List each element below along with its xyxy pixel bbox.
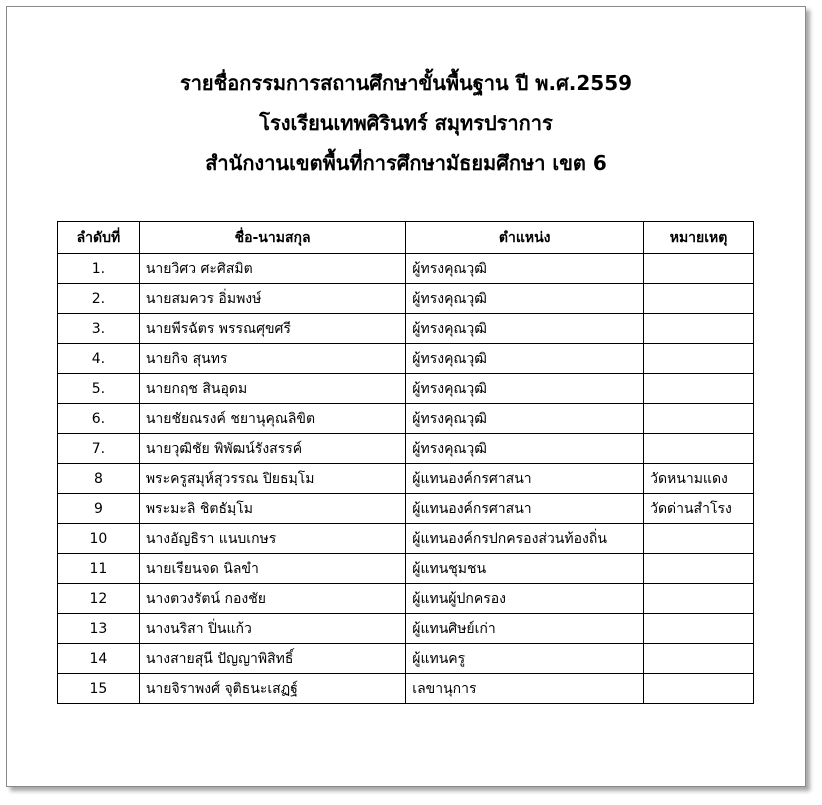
row-name: พระมะลิ ชิตธัมฺโม bbox=[139, 494, 405, 524]
row-position: ผู้แทนชุมชน bbox=[406, 554, 644, 584]
title-line-3: สำนักงานเขตพื้นที่การศึกษามัธยมศึกษา เขต 6 bbox=[205, 151, 607, 175]
row-position: ผู้แทนองค์กรศาสนา bbox=[406, 494, 644, 524]
row-no: 12 bbox=[58, 584, 140, 614]
row-name: นางตวงรัตน์ กองชัย bbox=[139, 584, 405, 614]
row-no: 15 bbox=[58, 674, 140, 704]
row-name: นางสายสุนี ปัญญาพิสิทธิ์ bbox=[139, 644, 405, 674]
row-note bbox=[644, 344, 754, 374]
row-name: นายกิจ สุนทร bbox=[139, 344, 405, 374]
row-name: นายจิราพงศ์ จุติธนะเสฏฐ์ bbox=[139, 674, 405, 704]
row-position: ผู้แทนครู bbox=[406, 644, 644, 674]
row-note bbox=[644, 314, 754, 344]
table-row bbox=[58, 614, 754, 644]
row-name: นายพีรฉัตร พรรณศุขศรี bbox=[139, 314, 405, 344]
row-no: 9 bbox=[58, 494, 140, 524]
row-name: พระครูสมุห์สุวรรณ ปิยธมฺโม bbox=[139, 464, 405, 494]
row-no: 2. bbox=[58, 284, 140, 314]
table-row bbox=[58, 674, 754, 704]
row-no: 1. bbox=[58, 254, 140, 284]
row-note bbox=[644, 434, 754, 464]
row-no: 5. bbox=[58, 374, 140, 404]
row-note bbox=[644, 584, 754, 614]
row-name: นายชัยณรงค์ ชยานุคุณลิขิต bbox=[139, 404, 405, 434]
row-note bbox=[644, 614, 754, 644]
row-name: นางอัญธิรา แนบเกษร bbox=[139, 524, 405, 554]
row-no: 6. bbox=[58, 404, 140, 434]
row-no: 8 bbox=[58, 464, 140, 494]
row-no: 13 bbox=[58, 614, 140, 644]
row-note bbox=[644, 284, 754, 314]
row-position: ผู้แทนองค์กรปกครองส่วนท้องถิ่น bbox=[406, 524, 644, 554]
row-name: นายกฤช สินอุดม bbox=[139, 374, 405, 404]
table-row bbox=[58, 434, 754, 464]
row-no: 4. bbox=[58, 344, 140, 374]
document-page bbox=[6, 6, 806, 787]
header-position: ตำแหน่ง bbox=[406, 222, 644, 254]
row-note bbox=[644, 554, 754, 584]
table-row bbox=[58, 344, 754, 374]
row-note bbox=[644, 644, 754, 674]
table-row bbox=[58, 554, 754, 584]
table-row bbox=[58, 404, 754, 434]
row-position: เลขานุการ bbox=[406, 674, 644, 704]
title-line-1: รายชื่อกรรมการสถานศึกษาขั้นพื้นฐาน ปี พ.ศ.2559 bbox=[179, 71, 633, 95]
row-name: นายวุฒิชัย พิพัฒน์รังสรรค์ bbox=[139, 434, 405, 464]
row-no: 11 bbox=[58, 554, 140, 584]
row-no: 3. bbox=[58, 314, 140, 344]
row-position: ผู้แทนศิษย์เก่า bbox=[406, 614, 644, 644]
row-position: ผู้ทรงคุณวุฒิ bbox=[406, 284, 644, 314]
row-position: ผู้แทนองค์กรศาสนา bbox=[406, 464, 644, 494]
row-note bbox=[644, 524, 754, 554]
header-note: หมายเหตุ bbox=[644, 222, 754, 254]
row-name: นายเรียนจด นิลขำ bbox=[139, 554, 405, 584]
header-no: ลำดับที่ bbox=[58, 222, 140, 254]
table-row bbox=[58, 374, 754, 404]
row-position: ผู้ทรงคุณวุฒิ bbox=[406, 314, 644, 344]
table-row bbox=[58, 644, 754, 674]
row-note bbox=[644, 674, 754, 704]
table-row bbox=[58, 584, 754, 614]
document-title bbox=[7, 63, 805, 183]
row-position: ผู้ทรงคุณวุฒิ bbox=[406, 344, 644, 374]
table-header-row bbox=[58, 222, 754, 254]
table-row bbox=[58, 254, 754, 284]
row-no: 10 bbox=[58, 524, 140, 554]
row-note: วัดหนามแดง bbox=[644, 464, 754, 494]
title-line-2: โรงเรียนเทพศิรินทร์ สมุทรปราการ bbox=[259, 111, 553, 135]
row-position: ผู้ทรงคุณวุฒิ bbox=[406, 404, 644, 434]
row-note bbox=[644, 254, 754, 284]
row-name: นายวิศว ศะศิสมิต bbox=[139, 254, 405, 284]
row-no: 7. bbox=[58, 434, 140, 464]
row-note: วัดด่านสำโรง bbox=[644, 494, 754, 524]
row-name: นายสมควร อิ่มพงษ์ bbox=[139, 284, 405, 314]
member-table bbox=[57, 221, 754, 704]
table-row bbox=[58, 464, 754, 494]
row-position: ผู้แทนผู้ปกครอง bbox=[406, 584, 644, 614]
row-name: นางนริสา ปิ่นแก้ว bbox=[139, 614, 405, 644]
table-row bbox=[58, 524, 754, 554]
row-position: ผู้ทรงคุณวุฒิ bbox=[406, 434, 644, 464]
row-note bbox=[644, 374, 754, 404]
row-position: ผู้ทรงคุณวุฒิ bbox=[406, 374, 644, 404]
row-note bbox=[644, 404, 754, 434]
table-row bbox=[58, 494, 754, 524]
row-position: ผู้ทรงคุณวุฒิ bbox=[406, 254, 644, 284]
header-name: ชื่อ-นามสกุล bbox=[139, 222, 405, 254]
table-row bbox=[58, 284, 754, 314]
table-row bbox=[58, 314, 754, 344]
row-no: 14 bbox=[58, 644, 140, 674]
